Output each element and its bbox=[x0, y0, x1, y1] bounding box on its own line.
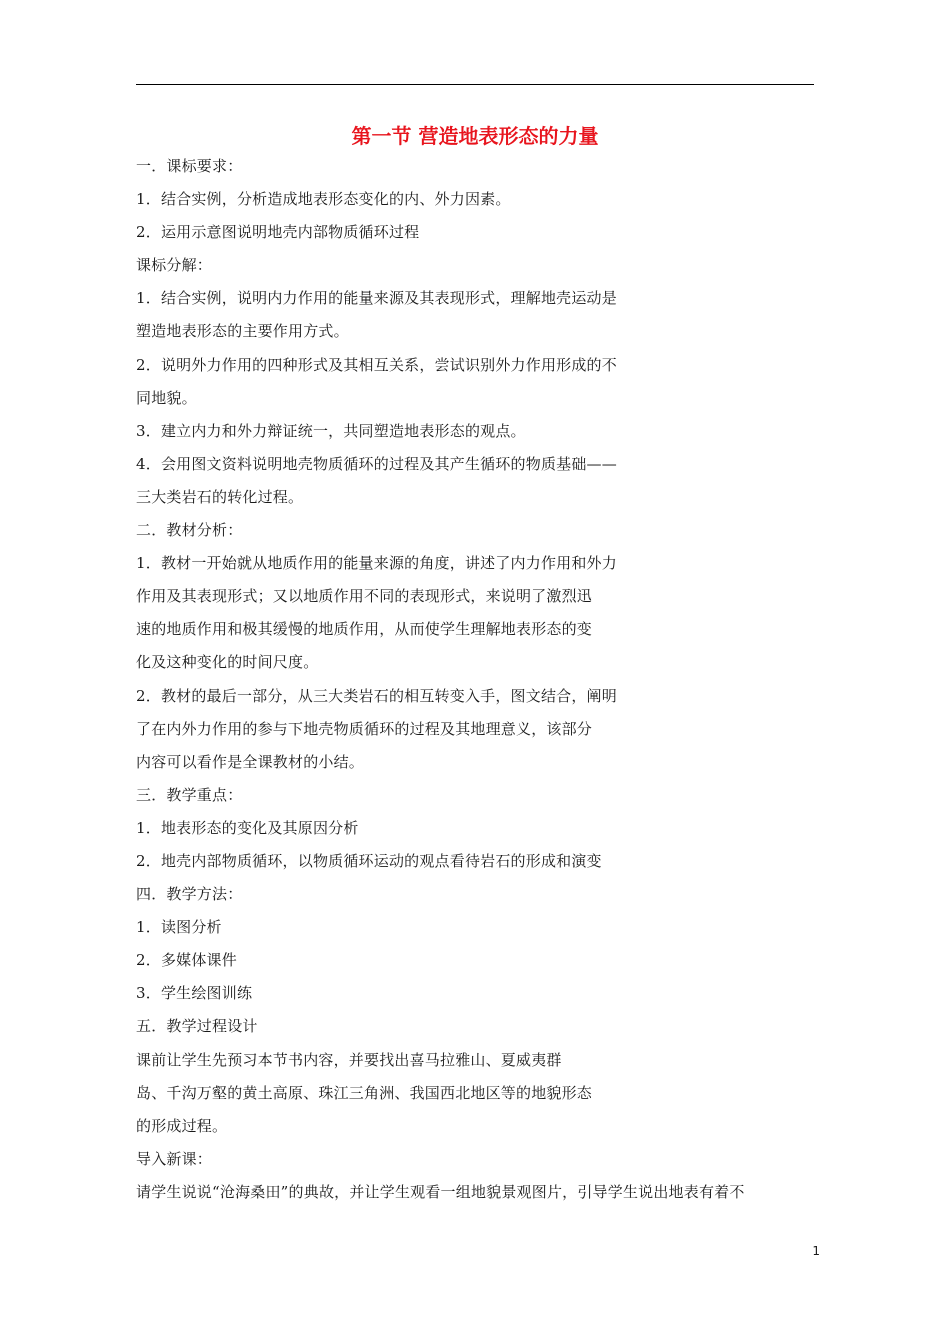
text-line: 2．多媒体课件 bbox=[136, 951, 237, 970]
text-line: 1．结合实例，分析造成地表形态变化的内、外力因素。 bbox=[136, 190, 511, 209]
page-number: 1 bbox=[812, 1244, 820, 1258]
text-line: 二．教材分析： bbox=[136, 521, 243, 540]
text-line: 三大类岩石的转化过程。 bbox=[136, 487, 304, 506]
text-line: 1．地表形态的变化及其原因分析 bbox=[136, 818, 359, 837]
text-line: 课前让学生先预习本节书内容，并要找出喜马拉雅山、夏威夷群 bbox=[136, 1050, 562, 1069]
text-line: 岛、千沟万壑的黄土高原、珠江三角洲、我国西北地区等的地貌形态 bbox=[136, 1083, 593, 1102]
text-line: 1．教材一开始就从地质作用的能量来源的角度，讲述了内力作用和外力 bbox=[136, 554, 617, 573]
header-rule bbox=[136, 84, 814, 85]
text-line: 2．运用示意图说明地壳内部物质循环过程 bbox=[136, 223, 420, 242]
text-line: 2．教材的最后一部分，从三大类岩石的相互转变入手，图文结合，阐明 bbox=[136, 686, 617, 705]
text-line: 四．教学方法： bbox=[136, 885, 243, 904]
text-line: 三．教学重点： bbox=[136, 785, 243, 804]
text-line: 速的地质作用和极其缓慢的地质作用，从而使学生理解地表形态的变 bbox=[136, 620, 593, 639]
text-line: 4．会用图文资料说明地壳物质循环的过程及其产生循环的物质基础—— bbox=[136, 454, 617, 473]
text-line: 1．结合实例，说明内力作用的能量来源及其表现形式，理解地壳运动是 bbox=[136, 289, 617, 308]
text-line: 导入新课： bbox=[136, 1149, 213, 1168]
text-line: 塑造地表形态的主要作用方式。 bbox=[136, 322, 349, 341]
text-line: 五．教学过程设计 bbox=[136, 1017, 258, 1036]
text-line: 3．学生绘图训练 bbox=[136, 984, 253, 1003]
text-line: 的形成过程。 bbox=[136, 1116, 228, 1135]
page-title: 第一节 营造地表形态的力量 bbox=[351, 124, 599, 148]
text-line: 了在内外力作用的参与下地壳物质循环的过程及其地理意义，该部分 bbox=[136, 719, 593, 738]
text-line: 2．说明外力作用的四种形式及其相互关系，尝试识别外力作用形成的不 bbox=[136, 355, 617, 374]
text-line: 3．建立内力和外力辩证统一，共同塑造地表形态的观点。 bbox=[136, 421, 526, 440]
text-line: 作用及其表现形式；又以地质作用不同的表现形式，来说明了激烈迅 bbox=[136, 587, 593, 606]
text-line: 同地貌。 bbox=[136, 388, 197, 407]
body-text bbox=[136, 150, 826, 1209]
text-line: 一．课标要求： bbox=[136, 157, 243, 175]
text-line: 课标分解： bbox=[136, 256, 213, 275]
text-line: 请学生说说“沧海桑田”的典故，并让学生观看一组地貌景观图片，引导学生说出地表有着不 bbox=[136, 1182, 745, 1201]
text-line: 1．读图分析 bbox=[136, 918, 222, 937]
text-line: 化及这种变化的时间尺度。 bbox=[136, 653, 319, 672]
text-line: 内容可以看作是全课教材的小结。 bbox=[136, 752, 365, 771]
text-line: 2．地壳内部物质循环，以物质循环运动的观点看待岩石的形成和演变 bbox=[136, 851, 602, 870]
